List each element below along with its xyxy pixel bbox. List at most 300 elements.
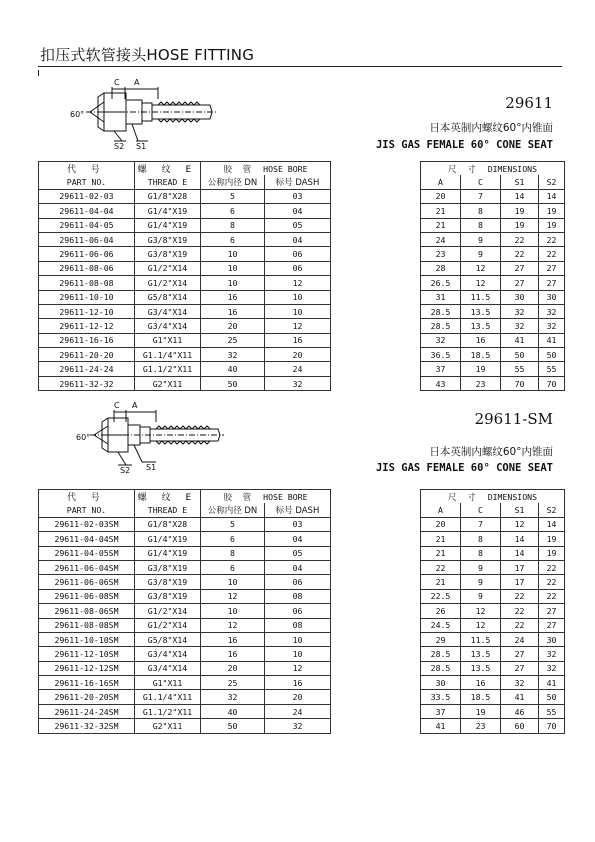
col-hose-header [201,162,331,176]
cell-s1: 27 [501,647,539,661]
cell-dn: 12 [201,589,265,603]
cell-thread: G3/8"X19 [135,247,201,261]
cell-a: 28.5 [421,319,461,333]
cell-c: 9 [461,589,501,603]
table-row [39,647,565,661]
col-code-header: 代 号 [39,490,135,504]
cell-thread: G3/4"X14 [135,661,201,675]
table-row [39,333,565,347]
table-gap [331,575,421,589]
col-dimensions-header [421,490,565,504]
col-a-header: A [421,503,461,517]
dimensions-header-cn: 尺 寸 [448,164,480,175]
table-gap [331,189,421,203]
cell-s2: 41 [539,333,565,347]
table-row [39,618,565,632]
cell-a: 36.5 [421,348,461,362]
cell-dash: 06 [265,261,331,275]
table-gap [331,218,421,232]
dim-s1-label: S1 [136,142,147,150]
cell-s1: 46 [501,704,539,718]
table-gap [331,632,421,646]
cell-dash: 10 [265,304,331,318]
table-row [39,348,565,362]
cell-s1: 14 [501,189,539,203]
cell-a: 32 [421,333,461,347]
cell-s1: 22 [501,247,539,261]
cell-part-no: 29611-32-32 [39,376,135,390]
table-gap [331,517,421,531]
table-row [39,704,565,718]
cell-dn: 20 [201,661,265,675]
table-row [39,304,565,318]
col-thread-header: 螺 纹 E [135,162,201,176]
cell-s2: 27 [539,604,565,618]
cell-thread: G1/2"X14 [135,261,201,275]
cell-c: 11.5 [461,632,501,646]
cell-a: 28.5 [421,647,461,661]
cell-s1: 60 [501,719,539,733]
cell-thread: G3/8"X19 [135,575,201,589]
cell-part-no: 29611-20-20 [39,348,135,362]
cell-c: 9 [461,575,501,589]
cell-c: 9 [461,247,501,261]
cell-dn: 6 [201,532,265,546]
cell-part-no: 29611-04-05SM [39,546,135,560]
cell-s1: 32 [501,304,539,318]
table-gap [331,532,421,546]
cell-s1: 22 [501,604,539,618]
cell-part-no: 29611-32-32SM [39,719,135,733]
cell-part-no: 29611-04-04 [39,204,135,218]
cell-s1: 24 [501,632,539,646]
cell-c: 18.5 [461,348,501,362]
cell-dn: 12 [201,618,265,632]
cell-dash: 10 [265,632,331,646]
cell-c: 19 [461,362,501,376]
cell-dash: 03 [265,189,331,203]
table-gap [331,247,421,261]
table-subheader-row [39,503,565,517]
table-row [39,362,565,376]
cell-s2: 22 [539,247,565,261]
col-a-header: A [421,175,461,189]
cell-dn: 5 [201,189,265,203]
cell-part-no: 29611-12-12 [39,319,135,333]
cell-dash: 04 [265,560,331,574]
cell-s1: 19 [501,218,539,232]
cell-dash: 12 [265,661,331,675]
cell-dn: 50 [201,376,265,390]
col-dimensions-header [421,162,565,176]
hose-header-cn: 胶 管 [223,492,256,503]
cell-dn: 10 [201,247,265,261]
table-row [39,276,565,290]
table-gap [331,490,421,504]
dim-s2-label: S2 [114,142,125,150]
cell-part-no: 29611-12-12SM [39,661,135,675]
table-row [39,546,565,560]
cell-s1: 27 [501,276,539,290]
table-row [39,719,565,733]
col-thread-en-header: THREAD E [135,175,201,189]
cell-s1: 32 [501,676,539,690]
cell-part-no: 29611-16-16SM [39,676,135,690]
cell-dn: 40 [201,704,265,718]
table-gap [331,333,421,347]
dim-s1-label: S1 [146,463,157,472]
cell-dn: 8 [201,546,265,560]
cell-dash: 04 [265,232,331,246]
col-part-no-header: PART NO. [39,175,135,189]
cell-dn: 6 [201,560,265,574]
cell-dn: 10 [201,276,265,290]
cell-dn: 20 [201,319,265,333]
cell-dn: 40 [201,362,265,376]
col-s1-header: S1 [501,175,539,189]
table-row [39,575,565,589]
cell-a: 22.5 [421,589,461,603]
dim-s2-label: S2 [120,466,131,474]
table-gap [331,348,421,362]
cell-part-no: 29611-24-24SM [39,704,135,718]
cell-part-no: 29611-08-06 [39,261,135,275]
cell-dn: 25 [201,333,265,347]
table-row [39,218,565,232]
table-header-row [39,490,565,504]
cell-s2: 50 [539,348,565,362]
cell-s1: 12 [501,517,539,531]
cell-part-no: 29611-06-04 [39,232,135,246]
table-gap [331,290,421,304]
cell-thread: G3/8"X19 [135,589,201,603]
col-thread-en-header: THREAD E [135,503,201,517]
table-gap [331,362,421,376]
col-s1-header: S1 [501,503,539,517]
cell-a: 21 [421,532,461,546]
table-gap [331,546,421,560]
table-row [39,204,565,218]
cell-thread: G3/8"X19 [135,232,201,246]
cell-s2: 22 [539,560,565,574]
col-dash-header: 标号 DASH [265,503,331,517]
table-row [39,589,565,603]
cell-s1: 27 [501,261,539,275]
cell-thread: G1/4"X19 [135,532,201,546]
cell-s2: 32 [539,661,565,675]
cell-thread: G1.1/4"X11 [135,690,201,704]
cell-s2: 19 [539,204,565,218]
table-gap [331,704,421,718]
cone-angle-label: 60° [76,433,91,442]
cell-c: 23 [461,719,501,733]
cell-part-no: 29611-02-03SM [39,517,135,531]
cell-s2: 30 [539,290,565,304]
cell-a: 26 [421,604,461,618]
cell-a: 29 [421,632,461,646]
cell-s1: 17 [501,560,539,574]
col-dn-header: 公称内径 DN [201,175,265,189]
cell-dash: 32 [265,719,331,733]
cell-part-no: 29611-12-10 [39,304,135,318]
hose-header-en: HOSE BORE [263,491,308,502]
cell-c: 13.5 [461,661,501,675]
table-gap [331,661,421,675]
cell-a: 23 [421,247,461,261]
cell-s2: 14 [539,517,565,531]
hose-header-en: HOSE BORE [263,163,308,174]
dim-c-label: C [114,78,120,87]
fitting-drawing [76,402,226,474]
table-gap [331,589,421,603]
cell-s2: 30 [539,632,565,646]
table-gap [331,503,421,517]
table-gap [331,719,421,733]
cell-thread: G1"X11 [135,676,201,690]
col-c-header: C [461,503,501,517]
cell-dash: 16 [265,676,331,690]
cell-a: 21 [421,546,461,560]
cell-c: 8 [461,546,501,560]
cell-part-no: 29611-10-10 [39,290,135,304]
cell-s2: 32 [539,319,565,333]
table-row [39,376,565,390]
cell-dn: 50 [201,719,265,733]
col-hose-header [201,490,331,504]
cell-dash: 20 [265,690,331,704]
cell-a: 26.5 [421,276,461,290]
cell-s2: 14 [539,189,565,203]
table-gap [331,604,421,618]
cell-thread: G2"X11 [135,719,201,733]
cell-c: 16 [461,333,501,347]
cell-dash: 20 [265,348,331,362]
cell-s2: 32 [539,304,565,318]
cell-part-no: 29611-12-10SM [39,647,135,661]
cell-dn: 10 [201,575,265,589]
cell-c: 13.5 [461,304,501,318]
table-row [39,247,565,261]
cell-a: 28.5 [421,304,461,318]
col-part-no-header: PART NO. [39,503,135,517]
cell-thread: G1.1/2"X11 [135,704,201,718]
cell-dn: 25 [201,676,265,690]
cell-s2: 27 [539,276,565,290]
cell-dash: 04 [265,532,331,546]
cell-dn: 16 [201,304,265,318]
cell-dash: 04 [265,204,331,218]
cell-s2: 70 [539,719,565,733]
cell-c: 12 [461,618,501,632]
header-divider-stub [38,70,39,76]
col-s2-header: S2 [539,175,565,189]
spec-table [38,161,565,391]
cell-dn: 16 [201,647,265,661]
cell-c: 12 [461,276,501,290]
cell-a: 21 [421,218,461,232]
table-row [39,189,565,203]
cell-part-no: 29611-06-06SM [39,575,135,589]
dim-a-label: A [132,402,138,410]
cell-part-no: 29611-06-06 [39,247,135,261]
cell-part-no: 29611-04-04SM [39,532,135,546]
cell-dn: 32 [201,690,265,704]
dimensions-header-en: DIMENSIONS [487,491,537,502]
cell-dash: 06 [265,575,331,589]
cell-s1: 70 [501,376,539,390]
cell-a: 22 [421,560,461,574]
hose-header-cn: 胶 管 [223,164,256,175]
cell-dn: 16 [201,290,265,304]
table-row [39,690,565,704]
cell-s2: 32 [539,647,565,661]
cell-dash: 05 [265,218,331,232]
cell-dn: 6 [201,232,265,246]
description-en: JIS GAS FEMALE 60° CONE SEAT [375,139,553,151]
cell-thread: G3/4"X14 [135,319,201,333]
table-gap [331,261,421,275]
cone-angle-label: 60° [70,110,85,119]
cell-s1: 30 [501,290,539,304]
cell-part-no: 29611-06-08SM [39,589,135,603]
cell-s2: 22 [539,575,565,589]
cell-dash: 06 [265,247,331,261]
cell-dn: 6 [201,204,265,218]
cell-s2: 70 [539,376,565,390]
cell-dash: 24 [265,704,331,718]
cell-thread: G1/8"X28 [135,189,201,203]
cell-thread: G5/8"X14 [135,290,201,304]
cell-a: 43 [421,376,461,390]
cell-dn: 10 [201,261,265,275]
cell-s1: 22 [501,589,539,603]
table-gap [331,304,421,318]
cell-part-no: 29611-08-06SM [39,604,135,618]
cell-s2: 22 [539,589,565,603]
cell-dn: 8 [201,218,265,232]
table-gap [331,232,421,246]
table-gap [331,618,421,632]
cell-s1: 41 [501,690,539,704]
cell-c: 18.5 [461,690,501,704]
cell-dn: 16 [201,632,265,646]
cell-thread: G1/8"X28 [135,517,201,531]
cell-thread: G1/2"X14 [135,276,201,290]
table-gap [331,162,421,176]
cell-dash: 03 [265,517,331,531]
col-dash-header: 标号 DASH [265,175,331,189]
cell-dash: 32 [265,376,331,390]
table-row [39,560,565,574]
cell-c: 12 [461,261,501,275]
col-thread-header: 螺 纹 E [135,490,201,504]
table-row [39,261,565,275]
cell-a: 37 [421,362,461,376]
cell-part-no: 29611-10-10SM [39,632,135,646]
cell-c: 11.5 [461,290,501,304]
cell-s2: 55 [539,362,565,376]
table-row [39,319,565,333]
cell-part-no: 29611-08-08 [39,276,135,290]
table-row [39,232,565,246]
cell-part-no: 29611-02-03 [39,189,135,203]
table-gap [331,647,421,661]
description-cn: 日本英制内螺纹60°内锥面 [429,122,553,134]
cell-s2: 27 [539,261,565,275]
cell-dash: 10 [265,290,331,304]
cell-c: 23 [461,376,501,390]
cell-s1: 14 [501,546,539,560]
cell-c: 19 [461,704,501,718]
cell-c: 12 [461,604,501,618]
cell-dash: 08 [265,589,331,603]
cell-c: 9 [461,232,501,246]
table-row [39,661,565,675]
cell-dash: 12 [265,319,331,333]
cell-c: 7 [461,189,501,203]
cell-s1: 50 [501,348,539,362]
cell-s2: 27 [539,618,565,632]
cell-a: 20 [421,517,461,531]
cell-dash: 06 [265,604,331,618]
cell-c: 9 [461,560,501,574]
cell-s1: 14 [501,532,539,546]
table-gap [331,276,421,290]
cell-c: 7 [461,517,501,531]
header-divider [38,66,562,67]
cell-a: 20 [421,189,461,203]
col-c-header: C [461,175,501,189]
cell-a: 24.5 [421,618,461,632]
col-code-header: 代 号 [39,162,135,176]
cell-s2: 19 [539,218,565,232]
cell-a: 21 [421,575,461,589]
fitting-drawing [68,75,218,150]
table-subheader-row [39,175,565,189]
cell-a: 28 [421,261,461,275]
dimensions-header-en: DIMENSIONS [487,163,537,174]
cell-a: 37 [421,704,461,718]
cell-dash: 10 [265,647,331,661]
cell-c: 8 [461,204,501,218]
cell-dn: 10 [201,604,265,618]
table-gap [331,175,421,189]
cell-s2: 19 [539,532,565,546]
cell-dash: 16 [265,333,331,347]
cell-s1: 17 [501,575,539,589]
cell-thread: G3/4"X14 [135,647,201,661]
cell-c: 16 [461,676,501,690]
cell-s1: 19 [501,204,539,218]
cell-dn: 32 [201,348,265,362]
cell-s1: 55 [501,362,539,376]
table-gap [331,319,421,333]
cell-thread: G1/4"X19 [135,546,201,560]
table-gap [331,204,421,218]
cell-s1: 32 [501,319,539,333]
cell-s1: 41 [501,333,539,347]
table-gap [331,560,421,574]
cell-thread: G1/4"X19 [135,204,201,218]
table-row [39,632,565,646]
cell-dn: 5 [201,517,265,531]
cell-a: 24 [421,232,461,246]
model-number: 29611-SM [474,410,553,428]
cell-dash: 24 [265,362,331,376]
cell-thread: G1.1/2"X11 [135,362,201,376]
cell-thread: G3/8"X19 [135,560,201,574]
model-number: 29611 [505,94,553,112]
